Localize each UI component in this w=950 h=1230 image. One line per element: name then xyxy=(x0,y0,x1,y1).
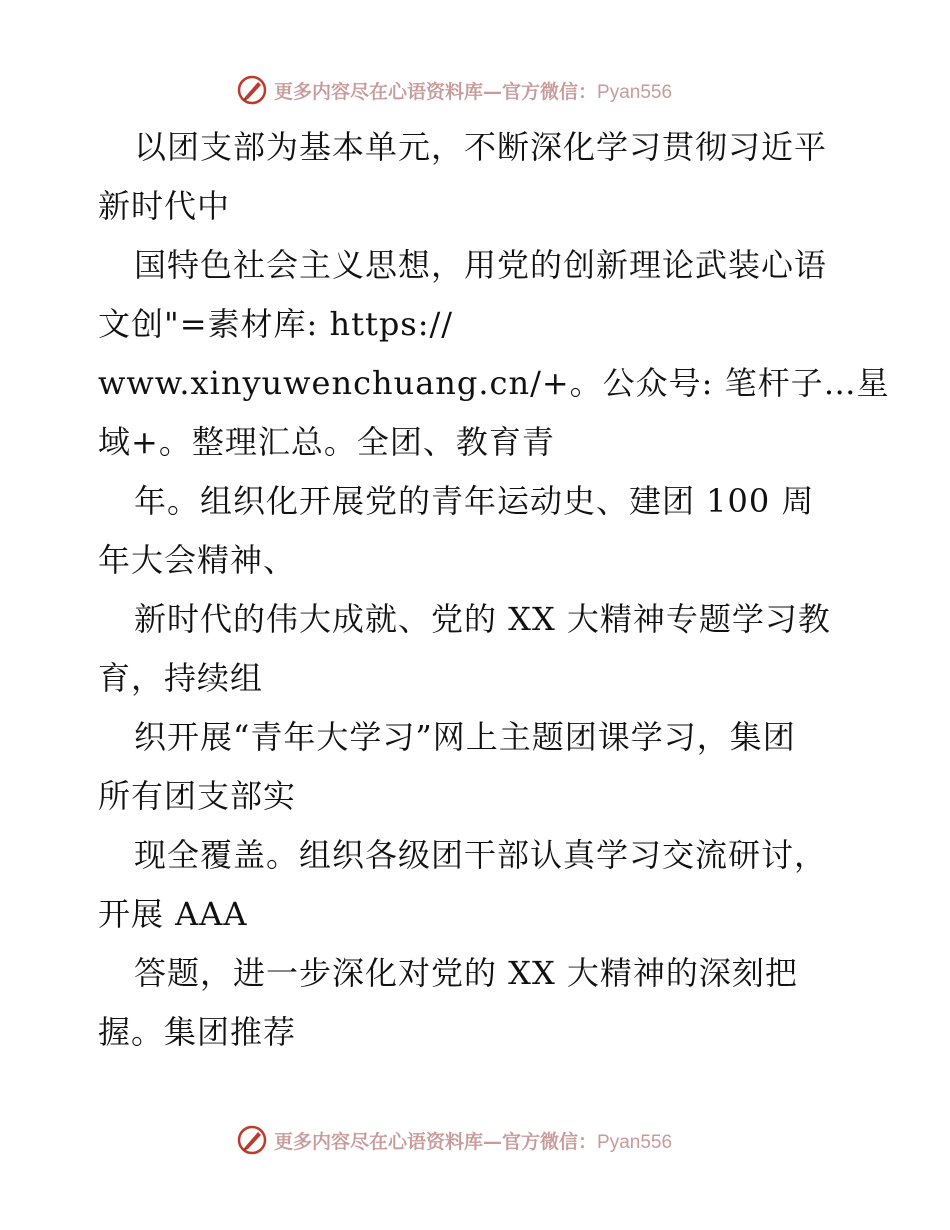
text-line: 育，持续组 xyxy=(98,659,264,697)
text-line: 文创"=素材库: https:// xyxy=(98,305,454,343)
text-line: 新时代中 xyxy=(98,187,231,225)
text-line: www.xinyuwenchuang.cn/+。公众号: 笔杆子…星 xyxy=(98,364,890,402)
text-line: 握。集团推荐 xyxy=(98,1013,297,1051)
text-line: 以团支部为基本单元，不断深化学习贯彻习近平 xyxy=(134,128,828,166)
watermark-text: 更多内容尽在心语资料库—官方微信：Pyan556 xyxy=(274,80,673,103)
text-line: 新时代的伟大成就、党的 XX 大精神专题学习教 xyxy=(134,600,831,638)
text-line: 答题，进一步深化对党的 XX 大精神的深刻把 xyxy=(134,954,798,992)
text-line: 国特色社会主义思想，用党的创新理论武装心语 xyxy=(134,246,828,284)
text-line: 织开展“青年大学习”网上主题团课学习，集团 xyxy=(134,718,796,756)
text-line: 年大会精神、 xyxy=(98,541,297,579)
text-line: 域+。整理汇总。全团、教育青 xyxy=(98,423,555,461)
quill-logo-icon xyxy=(236,1124,268,1156)
text-line: 开展 AAA xyxy=(98,895,248,933)
text-line: 所有团支部实 xyxy=(98,777,297,815)
footer-watermark xyxy=(236,1122,672,1158)
document-body xyxy=(98,118,890,1062)
text-line: 现全覆盖。组织各级团干部认真学习交流研讨， xyxy=(134,836,828,874)
header-watermark xyxy=(236,72,672,108)
quill-logo-icon xyxy=(236,74,268,106)
text-line: 年。组织化开展党的青年运动史、建团 100 周 xyxy=(134,482,815,520)
watermark-text: 更多内容尽在心语资料库—官方微信：Pyan556 xyxy=(274,1130,673,1153)
